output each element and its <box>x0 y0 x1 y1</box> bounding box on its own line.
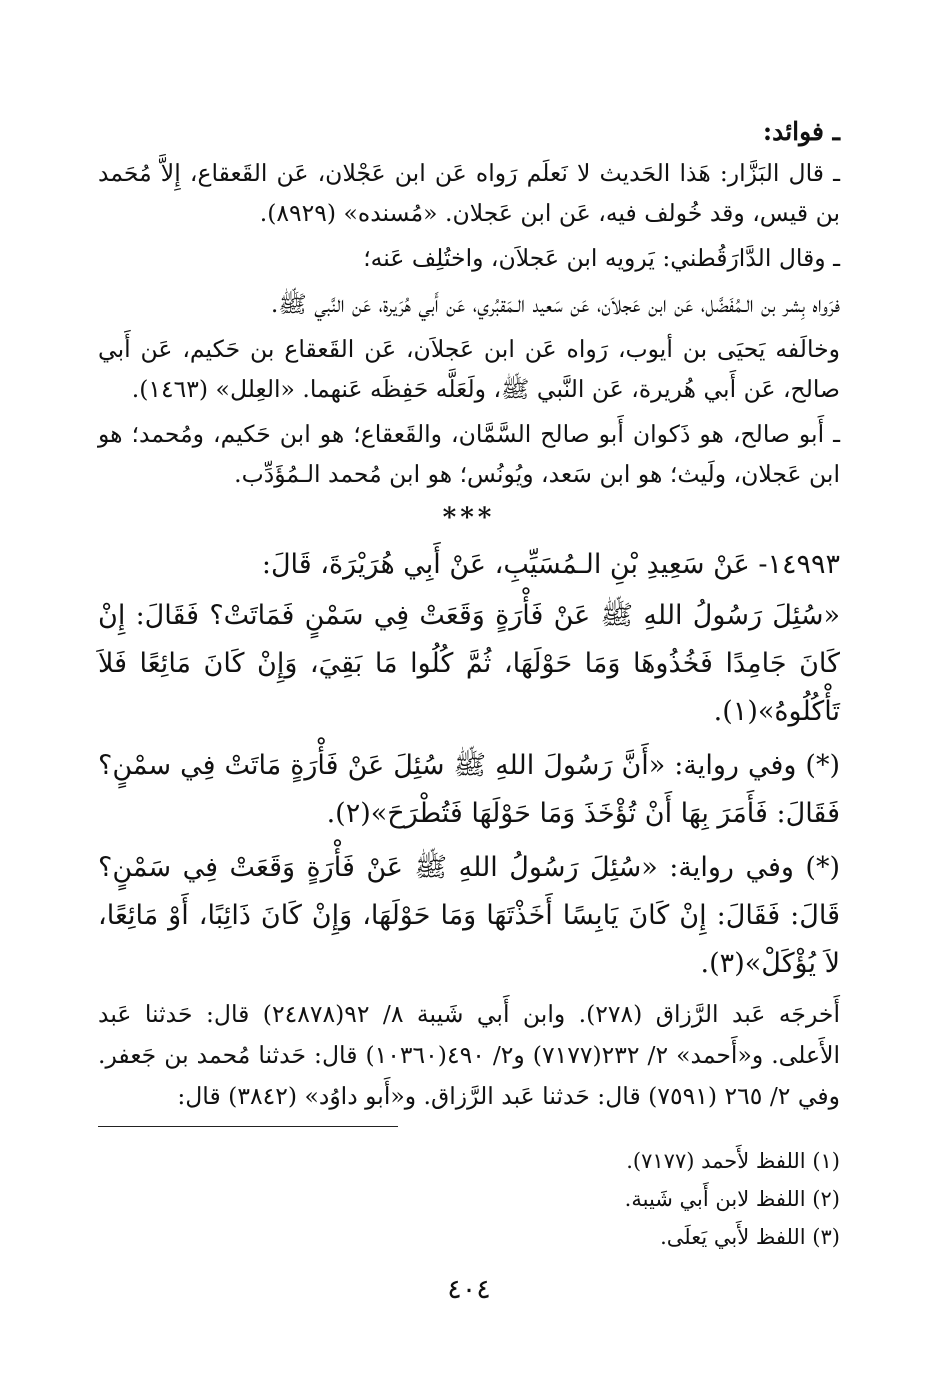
takhrij-source: أَخرجَه عَبد الرَّزاق (٢٧٨). وابن أَبي شَيبة ٨/ ٩٢(٢٤٨٧٨) قال: حَدثنا عَبد الأَعلى. و«أَحمد» ٢/ ٢٣٢(٧١٧٧) و٢/ ٤٩٠(١٠٣٦٠) قال: حَدثنا مُحمد بن جَعفر. وفي ٢/ ٢٦٥ (٧٥٩١) قال: حَدثنا عَبد الرَّزاق. و«أَبو داوُد» (٣٨٤٢) قال: <box>98 1000 841 1110</box>
hadith-text-main: «سُئِلَ رَسُولُ اللهِ ﷺ عَنْ فَأْرَةٍ وَقَعَتْ فِي سَمْنٍ فَمَاتَتْ؟ فَقَالَ: إِنْ كَانَ جَامِدًا فَخُذُوهَا وَمَا حَوْلَهَا، ثُمَّ كُلُوا مَا بَقِيَ، وَإِنْ كَانَ مَائِعًا فَلاَ تَأْكُلُوهُ»(١). <box>98 600 840 727</box>
page-body <box>98 112 841 1305</box>
footnote-divider <box>98 1126 398 1127</box>
footnote-1: (١) اللفظ لأَحمد (٧١٧٧). <box>626 1149 840 1173</box>
hadith-text-variant-2: (*) وفي رواية: «سُئِلَ رَسُولُ اللهِ ﷺ عَنْ فَأْرَةٍ وَقَعَتْ فِي سَمْنٍ؟ قَالَ: فَقَالَ: إِنْ كَانَ يَابِسًا أَخَذْتَهَا وَمَا حَوْلَهَا، وَإِنْ كَانَ ذَائِبًا، أَوْ مَائِعًا، لاَ يُؤْكَلْ»(٣). <box>98 852 840 979</box>
section-separator: *** <box>442 503 496 533</box>
footnote-2: (٢) اللفظ لابن أَبي شَيبة. <box>624 1187 840 1211</box>
note-bazzar: ـ قال البَزَّار: هَذا الحَديث لا نَعلَم رَواه عَن ابن عَجْلان، عَن القَعقاع، إِلاَّ مُحَمد بن قيس، وقد خُولف فيه، عَن ابن عَجلان. «مُسنده» (٨٩٢٩). <box>98 159 840 227</box>
note-narration-2: وخالَفه يَحيَى بن أيوب، رَواه عَن ابن عَجلاَن، عَن القَعقاع بن حَكيم، عَن أَبي صالح، عَن أَبي هُريرة، عَن النَّبي ﷺ، ولَعَلَّه حَفِظَه عَنهما. «العِلل» (١٤٦٣). <box>98 335 840 403</box>
note-narration-1: فرَواه بِشر بن الـمُفَضَّل، عَن ابن عَجلاَن، عَن سَعيد الـمَقبُري، عَن أَبي هُرَيرة، عَن النَّبي ﷺ. <box>270 289 840 318</box>
note-narrators: ـ أَبو صالح، هو ذَكوان أَبو صالح السَّمَّان، والقَعقاع؛ هو ابن حَكيم، ومُحمد؛ هو ابن عَجلان، ولَيث؛ هو ابن سَعد، ويُونُس؛ هو ابن مُحمد الـمُؤَدِّب. <box>98 420 840 488</box>
hadith-text-variant-1: (*) وفي رواية: «أَنَّ رَسُولَ اللهِ ﷺ سُئِلَ عَنْ فَأْرَةٍ مَاتَتْ فِي سمْنٍ؟ فَقَالَ: فَأَمَرَ بِهَا أَنْ تُؤْخَذَ وَمَا حَوْلَهَا فَتُطْرَحَ»(٢). <box>98 750 840 829</box>
hadith-title: ١٤٩٩٣- عَنْ سَعِيدِ بْنِ الـمُسَيِّبِ، عَنْ أَبِي هُرَيْرَةَ، قَالَ: <box>261 549 840 580</box>
footnotes <box>98 1142 840 1256</box>
note-daraqutni: ـ وقال الدَّارَقُطني: يَرويه ابن عَجلاَن، واختُلِف عَنه؛ <box>363 244 840 272</box>
section-heading: ـ فوائد: <box>762 117 840 146</box>
page-number: ٤٠٤ <box>447 1274 491 1305</box>
footnote-3: (٣) اللفظ لأَبي يَعلَى. <box>660 1225 840 1249</box>
